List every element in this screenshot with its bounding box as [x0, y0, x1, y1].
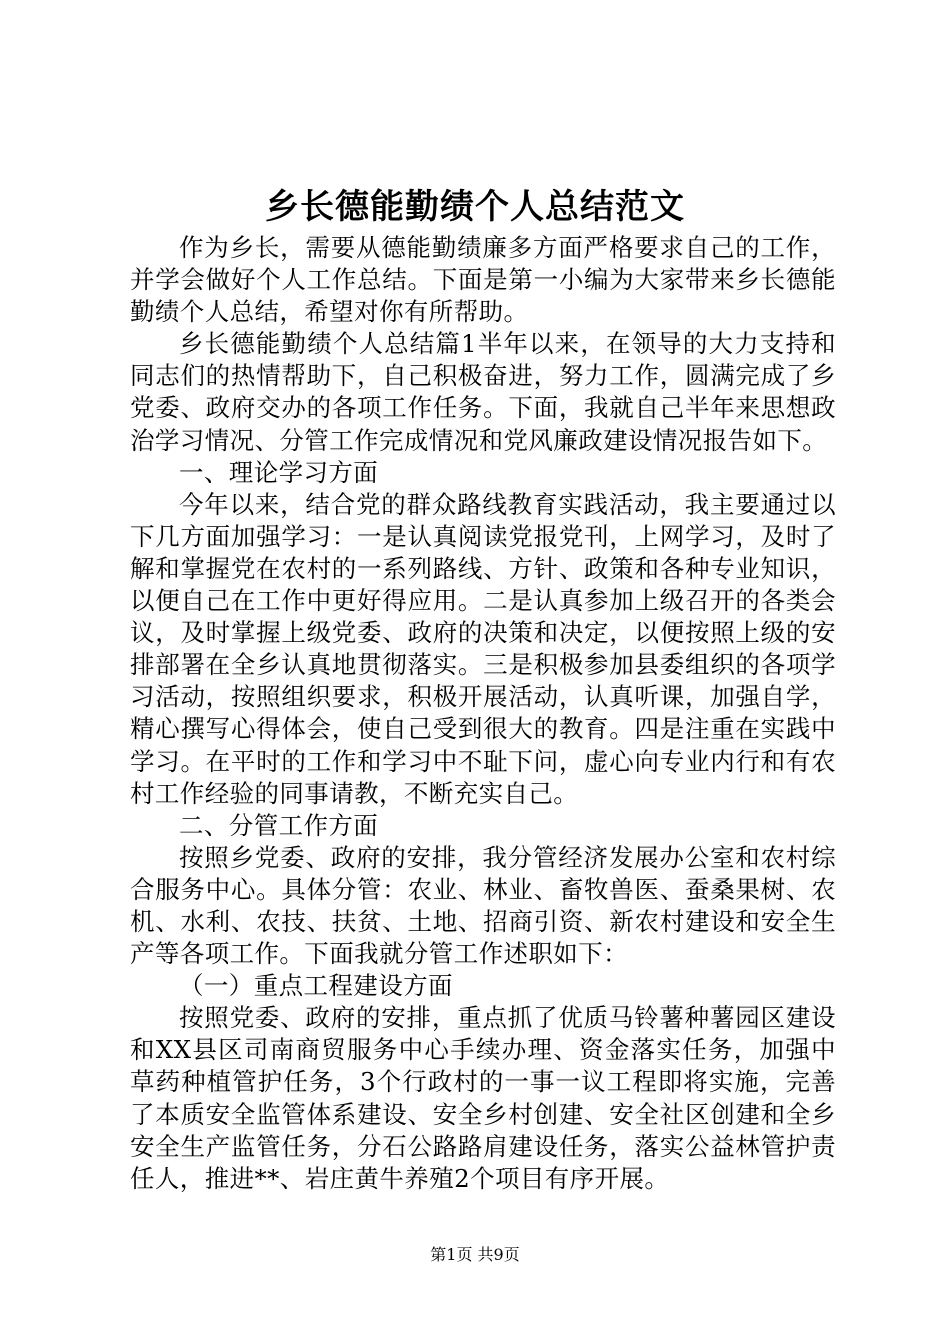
paragraph-work: 按照乡党委、政府的安排，我分管经济发展办公室和农村综合服务中心。具体分管：农业、林业、畜牧兽医、蚕桑果树、农机、水利、农技、扶贫、土地、招商引资、新农村建设和安全生产等各项工作。下面我就分管工作述职如下： — [130, 842, 836, 969]
subsection-heading-projects: （一）重点工程建设方面 — [179, 971, 453, 1001]
paragraph-summary: 乡长德能勤绩个人总结篇1半年以来，在领导的大力支持和同志们的热情帮助下，自己积极奋进，努力工作，圆满完成了乡党委、政府交办的各项工作任务。下面，我就自己半年来思想政治学习情况、分管工作完成情况和党风廉政建设情况报告如下。 — [130, 329, 836, 455]
page-footer: 第1页 共9页 — [430, 1245, 520, 1264]
paragraph-projects: 按照党委、政府的安排，重点抓了优质马铃薯种薯园区建设和XX县区司南商贸服务中心手续办理、资金落实任务，加强中草药种植管护任务，3个行政村的一事一议工程即将实施，完善了本质安全监管体系建设、安全乡村创建、安全社区创建和全乡安全生产监管任务，分石公路路肩建设任务，落实公益林管护责任人，推进**、岩庄黄牛养殖2个项目有序开展。 — [130, 1003, 836, 1193]
section-heading-theory: 一、理论学习方面 — [179, 457, 379, 487]
section-heading-work: 二、分管工作方面 — [179, 810, 379, 840]
document-title: 乡长德能勤绩个人总结范文 — [265, 187, 685, 227]
document-body — [130, 232, 836, 1195]
paragraph-intro: 作为乡长，需要从德能勤绩廉多方面严格要求自己的工作，并学会做好个人工作总结。下面是第一小编为大家带来乡长德能勤绩个人总结，希望对你有所帮助。 — [130, 233, 836, 327]
paragraph-theory: 今年以来，结合党的群众路线教育实践活动，我主要通过以下几方面加强学习：一是认真阅读党报党刊，上网学习，及时了解和掌握党在农村的一系列路线、方针、政策和各种专业知识，以便自己在工作中更好得应用。二是认真参加上级召开的各类会议，及时掌握上级党委、政府的决策和决定，以便按照上级的安排部署在全乡认真地贯彻落实。三是积极参加县委组织的各项学习活动，按照组织要求，积极开展活动，认真听课，加强自学，精心撰写心得体会，使自己受到很大的教育。四是注重在实践中学习。在平时的工作和学习中不耻下问，虚心向专业内行和有农村工作经验的同事请教，不断充实自己。 — [130, 489, 836, 808]
